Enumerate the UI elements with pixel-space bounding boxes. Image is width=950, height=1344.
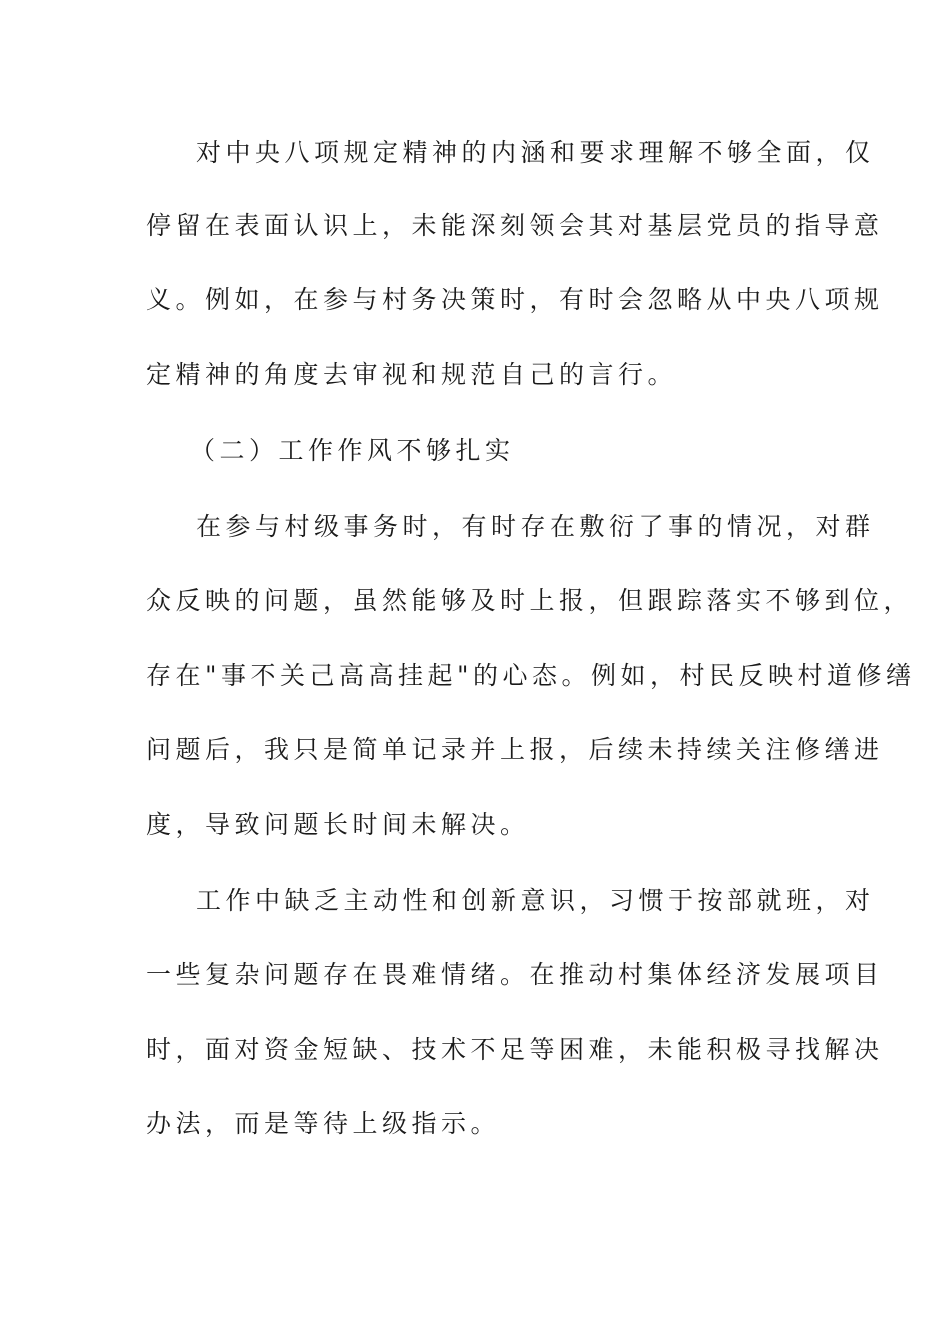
paragraph-2-line-3: 存在"事不关己高高挂起"的心态。例如，村民反映村道修缮 xyxy=(146,661,916,690)
paragraph-2-line-2: 众反映的问题，虽然能够及时上报，但跟踪落实不够到位， xyxy=(146,586,914,615)
paragraph-2-line-1: 在参与村级事务时，有时存在敷衍了事的情况，对群 xyxy=(196,512,875,541)
paragraph-3-line-2: 一些复杂问题存在畏难情绪。在推动村集体经济发展项目 xyxy=(146,960,884,989)
paragraph-3-line-4: 办法，而是等待上级指示。 xyxy=(146,1109,501,1138)
paragraph-1-line-3: 义。例如，在参与村务决策时，有时会忽略从中央八项规 xyxy=(146,285,884,314)
paragraph-3-line-1: 工作中缺乏主动性和创新意识，习惯于按部就班，对 xyxy=(196,886,875,915)
paragraph-1-line-1: 对中央八项规定精神的内涵和要求理解不够全面，仅 xyxy=(196,138,875,167)
paragraph-2-line-4: 问题后，我只是简单记录并上报，后续未持续关注修缮进 xyxy=(146,735,884,764)
paragraph-1-line-2: 停留在表面认识上，未能深刻领会其对基层党员的指导意 xyxy=(146,211,884,240)
paragraph-1-line-4: 定精神的角度去审视和规范自己的言行。 xyxy=(146,360,678,389)
paragraph-3-line-3: 时，面对资金短缺、技术不足等困难，未能积极寻找解决 xyxy=(146,1035,884,1064)
paragraph-2-line-5: 度，导致问题长时间未解决。 xyxy=(146,810,530,839)
section-heading: （二）工作作风不够扎实 xyxy=(190,436,515,465)
